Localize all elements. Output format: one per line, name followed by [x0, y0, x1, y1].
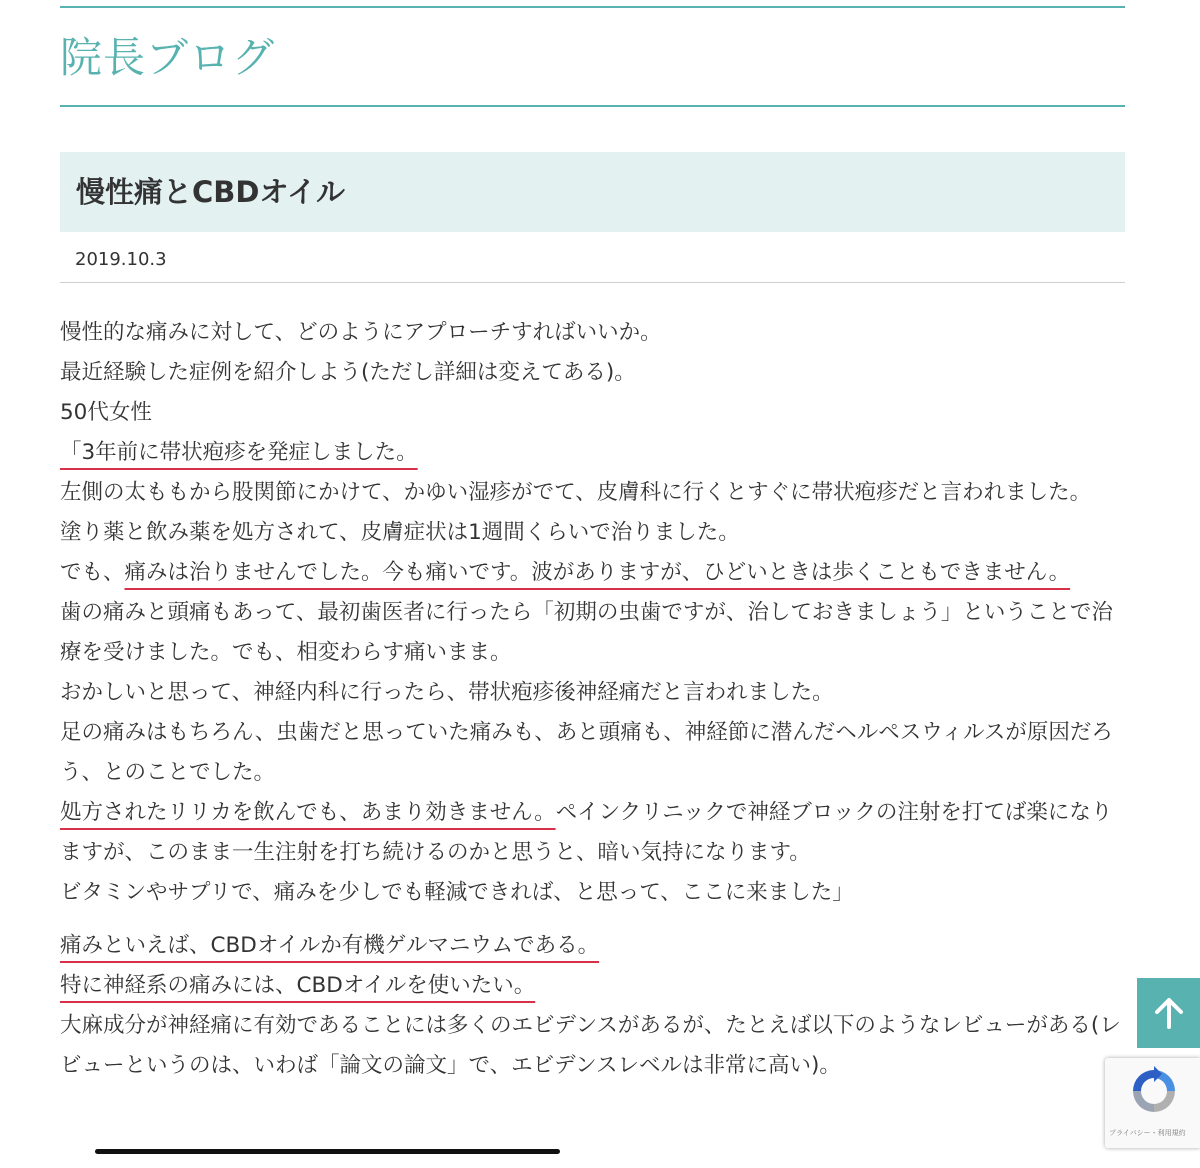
- underlined-text: 痛みは治りませんでした。今も痛いです。波がありますが、ひどいときは歩くこともできません。: [124, 560, 1071, 585]
- paragraph-line: 左側の太ももから股関節にかけて、かゆい湿疹がでて、皮膚科に行くとすぐに帯状疱疹だと言われました。: [60, 480, 1092, 505]
- top-divider: [60, 6, 1125, 8]
- paragraph-line: [60, 553, 1130, 593]
- heading-divider: [60, 105, 1125, 107]
- post-title: 慢性痛とCBDオイル: [76, 175, 346, 209]
- paragraph-line: ビタミンやサプリで、痛みを少しでも軽減できれば、と思って、ここに来ました」: [60, 880, 854, 905]
- underlined-text: 特に神経系の痛みには、CBDオイルを使いたい。: [60, 973, 536, 998]
- paragraph-line: 50代女性: [60, 400, 152, 425]
- paragraph-line: [60, 793, 1130, 873]
- paragraph-line: 大麻成分が神経痛に有効であることには多くのエビデンスがあるが、たとえば以下のようなレビューがある(レビューというのは、いわば「論文の論文」で、エビデンスレベルは非常に高い)。: [60, 1013, 1121, 1078]
- redaction-mark: [95, 1149, 560, 1154]
- underlined-text: 処方されたリリカを飲んでも、あまり効きません。: [60, 800, 556, 825]
- underlined-text: 痛みといえば、CBDオイルか有機ゲルマニウムである。: [60, 933, 600, 958]
- paragraph-line: 最近経験した症例を紹介しよう(ただし詳細は変えてある)。: [60, 360, 636, 385]
- paragraph-line: 足の痛みはもちろん、虫歯だと思っていた痛みも、あと頭痛も、神経節に潜んだヘルペスウィルスが原因だろう、とのことでした。: [60, 720, 1113, 785]
- text-segment: でも、: [60, 560, 125, 585]
- blog-heading: 院長ブログ: [60, 33, 276, 82]
- paragraph-line: おかしいと思って、神経内科に行ったら、帯状疱疹後神経痛だと言われました。: [60, 680, 834, 705]
- underlined-text: 「3年前に帯状疱疹を発症しました。: [60, 440, 418, 465]
- post-date: 2019.10.3: [75, 249, 167, 270]
- scroll-to-top-button[interactable]: [1137, 978, 1200, 1048]
- arrow-up-icon: [1152, 996, 1186, 1030]
- paragraph-line: [60, 926, 1130, 966]
- paragraph-line: [60, 966, 1130, 1006]
- paragraph-line: [60, 433, 1130, 473]
- date-divider: [60, 282, 1125, 283]
- recaptcha-icon: [1127, 1064, 1181, 1118]
- recaptcha-badge[interactable]: [1105, 1058, 1200, 1148]
- post-content: [60, 313, 1130, 1086]
- post-title-box: [60, 152, 1125, 232]
- recaptcha-links[interactable]: プライバシー・利用規約: [1109, 1129, 1186, 1137]
- paragraph-line: 塗り薬と飲み薬を処方されて、皮膚症状は1週間くらいで治りました。: [60, 520, 740, 545]
- paragraph-line: 歯の痛みと頭痛もあって、最初歯医者に行ったら「初期の虫歯ですが、治しておきましょう」ということで治療を受けました。でも、相変わらす痛いまま。: [60, 600, 1113, 665]
- text-segment: ペインクリニックで神経ブロックの注射を打てば楽になりますが、このまま一生注射を打ち続けるのかと思うと、暗い気持になります。: [60, 800, 1113, 865]
- paragraph-line: 慢性的な痛みに対して、どのようにアプローチすればいいか。: [60, 320, 662, 345]
